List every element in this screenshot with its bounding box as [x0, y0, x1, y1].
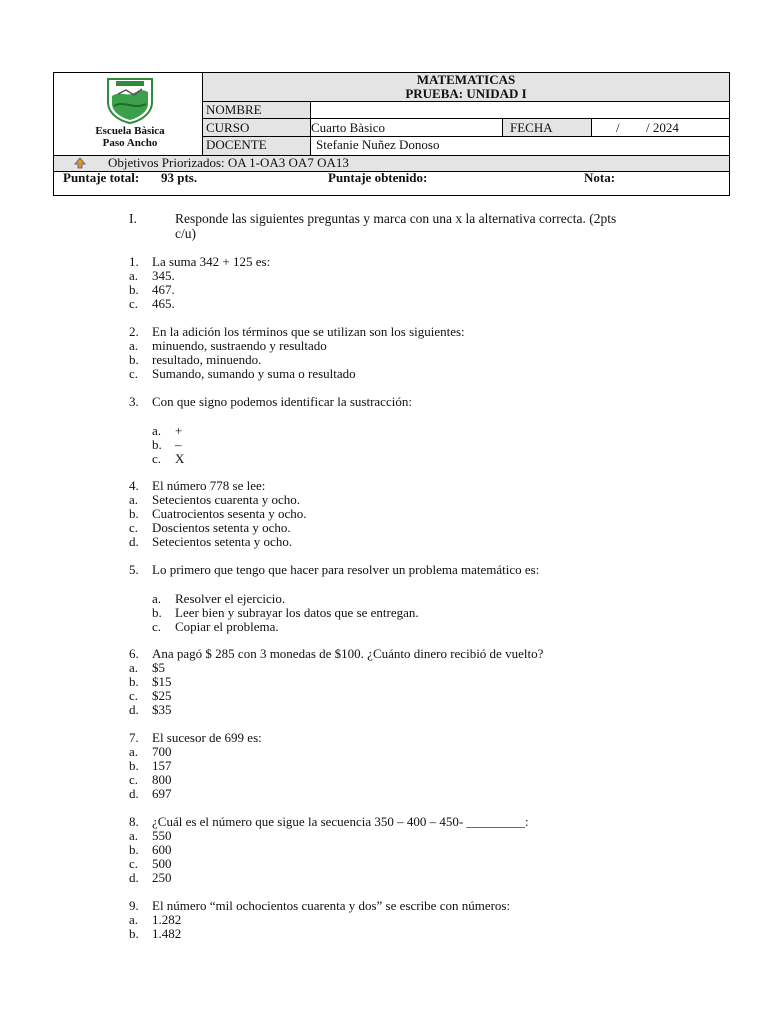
option-text[interactable]: 467. [152, 282, 175, 297]
question-number: 8. [129, 814, 139, 829]
option-text[interactable]: Resolver el ejercicio. [175, 591, 286, 606]
option-letter[interactable]: d. [129, 870, 139, 885]
option-text[interactable]: Doscientos setenta y ocho. [152, 520, 291, 535]
option-text[interactable]: $25 [152, 688, 172, 703]
option-letter[interactable]: b. [129, 674, 139, 689]
nota-label: Nota: [584, 170, 616, 185]
option-text[interactable]: $15 [152, 674, 172, 689]
question-number: 4. [129, 478, 139, 493]
fecha-year: / 2024 [646, 120, 679, 135]
option-letter[interactable]: c. [152, 619, 162, 634]
option-letter[interactable]: b. [129, 352, 139, 367]
option-letter[interactable]: c. [129, 856, 139, 871]
curso-value: Cuarto Bàsico [311, 120, 386, 135]
option-text[interactable]: Copiar el problema. [175, 619, 279, 634]
option-text[interactable]: Cuatrocientos sesenta y ocho. [152, 506, 307, 521]
option-text[interactable]: 500 [152, 856, 172, 871]
section-instructions-line2: c/u) [175, 226, 196, 241]
option-letter[interactable]: b. [129, 282, 139, 297]
option-letter[interactable]: a. [129, 492, 139, 507]
option-letter[interactable]: c. [129, 366, 139, 381]
option-text[interactable]: X [175, 451, 185, 466]
option-letter[interactable]: b. [129, 926, 139, 941]
puntaje-total-value: 93 pts. [161, 170, 198, 185]
docente-label: DOCENTE [206, 137, 267, 152]
option-letter[interactable]: c. [129, 688, 139, 703]
option-letter[interactable]: b. [129, 758, 139, 773]
option-text[interactable]: $5 [152, 660, 165, 675]
curso-label: CURSO [206, 120, 250, 135]
option-text[interactable]: – [175, 437, 182, 452]
question-text: Lo primero que tengo que hacer para resolver un problema matemático es: [152, 562, 540, 577]
option-letter[interactable]: d. [129, 702, 139, 717]
option-text[interactable]: Setecientos setenta y ocho. [152, 534, 293, 549]
option-text[interactable]: Setecientos cuarenta y ocho. [152, 492, 300, 507]
question-text: Con que signo podemos identificar la sustracción: [152, 394, 412, 409]
fecha-label: FECHA [510, 120, 553, 135]
option-text[interactable]: 700 [152, 744, 172, 759]
option-letter[interactable]: b. [129, 842, 139, 857]
option-letter[interactable]: d. [129, 534, 139, 549]
option-text[interactable]: 600 [152, 842, 172, 857]
option-letter[interactable]: d. [129, 786, 139, 801]
question-text: El sucesor de 699 es: [152, 730, 262, 745]
option-text[interactable]: 550 [152, 828, 172, 843]
option-letter[interactable]: a. [152, 591, 162, 606]
option-letter[interactable]: b. [129, 506, 139, 521]
option-letter[interactable]: c. [129, 772, 139, 787]
option-text[interactable]: Sumando, sumando y suma o resultado [152, 366, 356, 381]
option-text[interactable]: + [175, 423, 183, 438]
option-text[interactable]: 250 [152, 870, 172, 885]
option-text[interactable]: $35 [152, 702, 172, 717]
puntaje-total-label: Puntaje total: [63, 170, 140, 185]
fecha-slash-1: / [616, 120, 620, 135]
option-letter[interactable]: c. [129, 520, 139, 535]
option-letter[interactable]: b. [152, 605, 162, 620]
subject-title: MATEMATICAS [416, 72, 516, 87]
option-letter[interactable]: a. [129, 744, 139, 759]
option-text[interactable]: 345. [152, 268, 175, 283]
option-letter[interactable]: a. [152, 423, 162, 438]
question-number: 7. [129, 730, 139, 745]
option-letter[interactable]: b. [152, 437, 162, 452]
docente-value: Stefanie Nuñez Donoso [316, 137, 440, 152]
question-text: El número “mil ochocientos cuarenta y dos” se escribe con números: [152, 898, 511, 913]
section-instructions-line1: Responde las siguientes preguntas y marca con una x la alternativa correcta. (2pts [175, 211, 617, 226]
question-text: El número 778 se lee: [152, 478, 266, 493]
option-letter[interactable]: a. [129, 828, 139, 843]
arrow-bullet-icon [74, 157, 86, 169]
school-logo [104, 76, 156, 124]
option-text[interactable]: minuendo, sustraendo y resultado [152, 338, 327, 353]
school-name-line2: Paso Ancho [102, 137, 158, 149]
option-letter[interactable]: c. [152, 451, 162, 466]
nombre-label: NOMBRE [206, 102, 262, 117]
option-text[interactable]: 1.282 [152, 912, 182, 927]
option-letter[interactable]: a. [129, 268, 139, 283]
question-text: ¿Cuál es el número que sigue la secuencia 350 – 400 – 450- _________: [152, 814, 529, 829]
option-text[interactable]: 465. [152, 296, 175, 311]
option-letter[interactable]: a. [129, 660, 139, 675]
puntaje-obtenido-label: Puntaje obtenido: [328, 170, 428, 185]
question-number: 5. [129, 562, 139, 577]
option-letter[interactable]: c. [129, 296, 139, 311]
section-number: I. [129, 211, 137, 226]
school-name-line1: Escuela Bàsica [95, 125, 165, 137]
option-letter[interactable]: a. [129, 912, 139, 927]
option-text[interactable]: 157 [152, 758, 172, 773]
question-text: La suma 342 + 125 es: [152, 254, 271, 269]
test-title: PRUEBA: UNIDAD I [405, 86, 527, 101]
option-text[interactable]: 800 [152, 772, 172, 787]
option-text[interactable]: 1.482 [152, 926, 182, 941]
option-letter[interactable]: a. [129, 338, 139, 353]
question-text: Ana pagó $ 285 con 3 monedas de $100. ¿Cuánto dinero recibió de vuelto? [152, 646, 544, 661]
question-number: 2. [129, 324, 139, 339]
option-text[interactable]: 697 [152, 786, 172, 801]
option-text[interactable]: Leer bien y subrayar los datos que se entregan. [175, 605, 419, 620]
option-text[interactable]: resultado, minuendo. [152, 352, 262, 367]
nombre-field[interactable] [313, 103, 728, 117]
question-number: 1. [129, 254, 139, 269]
question-number: 6. [129, 646, 139, 661]
question-number: 3. [129, 394, 139, 409]
question-number: 9. [129, 898, 139, 913]
objetivos-text: Objetivos Priorizados: OA 1-OA3 OA7 OA13 [108, 155, 349, 170]
question-text: En la adición los términos que se utilizan son los siguientes: [152, 324, 465, 339]
